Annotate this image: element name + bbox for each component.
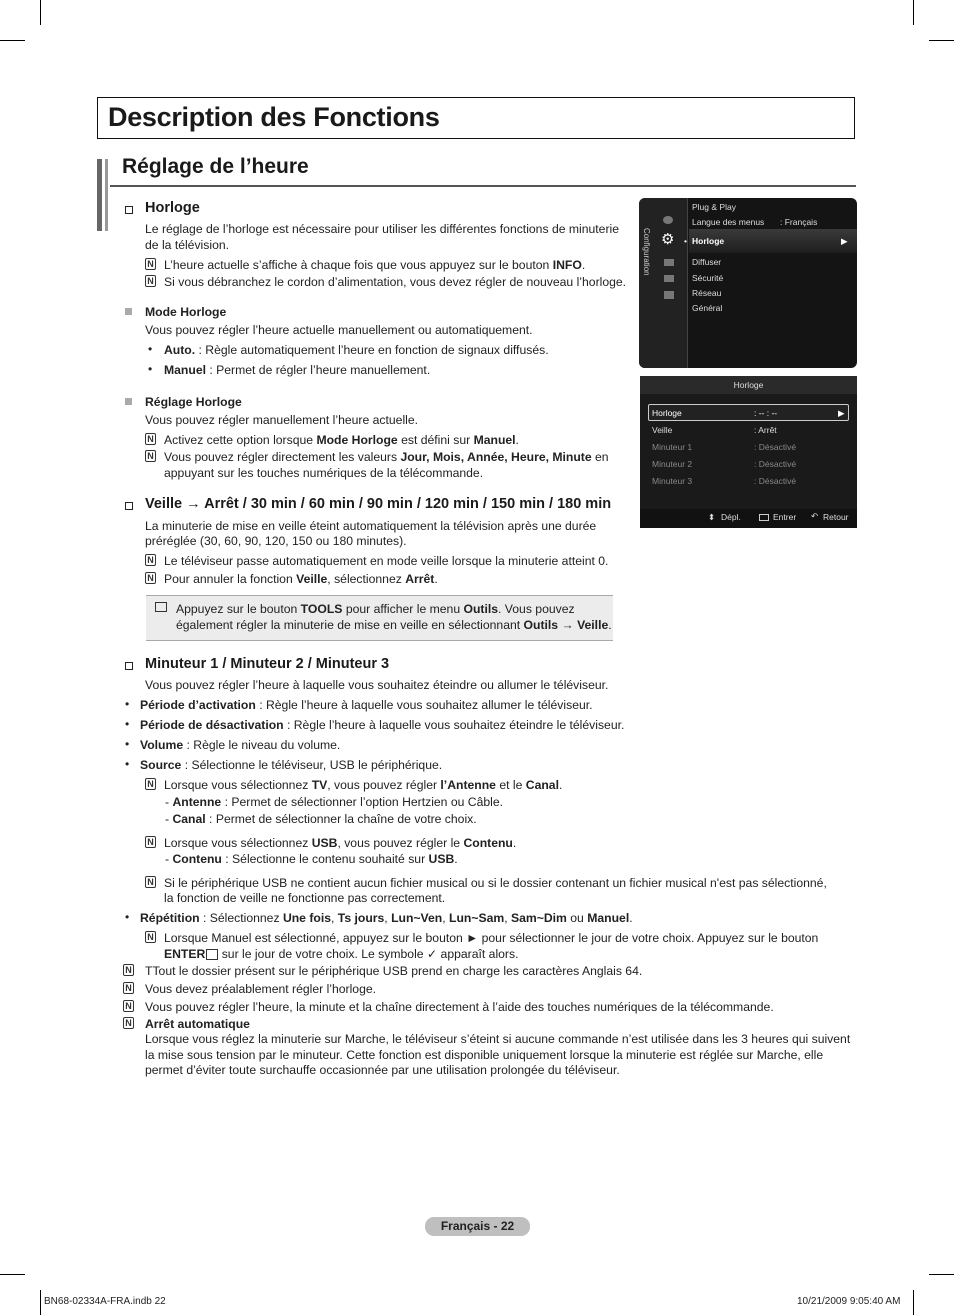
gray-square-bullet-icon	[125, 398, 132, 405]
bullet-icon: •	[148, 362, 153, 376]
mode-horloge-heading: Mode Horloge	[145, 305, 227, 319]
menu-item[interactable]: Général	[692, 303, 723, 313]
minuteur-heading: Minuteur 1 / Minuteur 2 / Minuteur 3	[145, 656, 390, 672]
submenu-row-value: : Désactivé	[754, 442, 797, 452]
menu-item[interactable]: Sécurité	[692, 273, 724, 283]
crop-mark	[40, 0, 41, 25]
minuteur-item: Volume : Règle le niveau du volume.	[140, 738, 341, 752]
veille-note: Pour annuler la fonction Veille, sélectionnez Arrêt.	[164, 572, 438, 586]
checkbox-bullet-icon	[125, 502, 133, 510]
arret-auto-paragraph: permet d’éviter toute surchauffe occasionnée par une utilisation prolongée du téléviseur.	[145, 1063, 620, 1077]
submenu-row-value: : Désactivé	[754, 459, 797, 469]
submenu-row-label[interactable]: Minuteur 1	[652, 442, 693, 452]
minuteur-note: Lorsque Manuel est sélectionné, appuyez sur le bouton ► pour sélectionner le jour de votre choix. Appuyez sur le bouton	[164, 931, 819, 945]
print-date: 10/21/2009 9:05:40 AM	[797, 1296, 901, 1307]
note-icon: N	[145, 876, 156, 888]
note-icon: N	[145, 433, 156, 445]
updown-icon: ⬍	[708, 512, 716, 522]
note-icon: N	[145, 450, 156, 462]
submenu-row-value: : Arrêt	[754, 425, 777, 435]
input-icon	[664, 275, 674, 282]
note-icon: N	[145, 836, 156, 848]
mode-horloge-paragraph: Vous pouvez régler l’heure actuelle manuellement ou automatiquement.	[145, 323, 533, 337]
note-icon: N	[145, 554, 156, 566]
arrow-right-icon: ▶	[838, 408, 845, 418]
general-note: Vous pouvez régler l’heure, la minute et la chaîne directement à l’aide des touches numériques de la télécommande.	[145, 1000, 774, 1014]
arrow-right-icon: ▶	[841, 236, 848, 246]
note-icon: N	[145, 275, 156, 287]
crop-mark	[913, 0, 914, 25]
crop-mark	[929, 1274, 954, 1275]
minuteur-note: Lorsque vous sélectionnez USB, vous pouvez régler le Contenu.	[164, 836, 517, 850]
arret-auto-heading: Arrêt automatique	[145, 1017, 250, 1031]
picture-icon	[663, 216, 673, 224]
veille-paragraph: préréglée (30, 60, 90, 120, 150 ou 180 minutes).	[145, 534, 407, 548]
mode-horloge-item: Manuel : Permet de régler l’heure manuellement.	[164, 363, 431, 377]
horloge-paragraph: de la télévision.	[145, 238, 230, 252]
horloge-paragraph: Le réglage de l’horloge est nécessaire pour utiliser les différentes fonctions de minuterie	[145, 222, 620, 236]
minuteur-subitem: - Canal : Permet de sélectionner la chaîne de votre choix.	[165, 812, 477, 826]
note-icon: N	[145, 778, 156, 790]
submenu-row-value: : Désactivé	[754, 476, 797, 486]
note-icon: N	[145, 572, 156, 584]
section-bar	[97, 159, 102, 231]
minuteur-note: ENTER sur le jour de votre choix. Le symbole ✓ apparaît alors.	[164, 947, 519, 961]
horloge-note: Si vous débranchez le cordon d’alimentation, vous devez régler de nouveau l’horloge.	[164, 275, 627, 289]
minuteur-note: Si le périphérique USB ne contient aucun fichier musical ou si le dossier contenant un fichier musical n'est pas sélectionné,	[164, 876, 827, 890]
bullet-icon: •	[125, 717, 130, 731]
submenu-row-label[interactable]: Veille	[652, 425, 673, 435]
note-icon: N	[123, 1017, 134, 1029]
minuteur-item: Source : Sélectionne le téléviseur, USB le périphérique.	[140, 758, 443, 772]
chapter-title: Description des Fonctions	[108, 102, 440, 132]
enter-icon	[206, 949, 218, 960]
crop-mark	[929, 40, 954, 41]
tv-menu-screenshot	[639, 198, 857, 368]
bullet-icon: •	[148, 342, 153, 356]
menu-item[interactable]: Diffuser	[692, 257, 722, 267]
general-note: TTout le dossier présent sur le périphérique USB prend en charge les caractères Anglais 64.	[145, 964, 643, 978]
submenu-title: Horloge	[733, 380, 764, 390]
reglage-horloge-heading: Réglage Horloge	[145, 395, 242, 409]
crop-mark	[0, 1274, 25, 1275]
menu-item[interactable]: Plug & Play	[692, 202, 736, 212]
channel-icon	[664, 259, 674, 266]
section-title: Réglage de l’heure	[122, 155, 309, 178]
menu-item-value: : Français	[780, 217, 818, 227]
note-icon: N	[145, 258, 156, 270]
submenu-row-label[interactable]: Minuteur 3	[652, 476, 693, 486]
minuteur-note: la fonction de veille ne fonctionne pas correctement.	[164, 891, 446, 905]
reglage-note: Activez cette option lorsque Mode Horloge est défini sur Manuel.	[164, 433, 519, 447]
file-name: BN68-02334A-FRA.indb 22	[44, 1296, 166, 1307]
chapter-title-box	[97, 97, 855, 139]
note-icon: N	[123, 1000, 134, 1012]
checkbox-bullet-icon	[125, 662, 133, 670]
minuteur-item: Période de désactivation : Règle l’heure à laquelle vous souhaitez éteindre le téléviseur.	[140, 718, 625, 732]
tools-tip: également régler la minuterie de mise en veille en sélectionnant Outils → Veille.	[176, 618, 612, 632]
menu-item[interactable]: Réseau	[692, 288, 722, 298]
support-icon	[664, 291, 674, 299]
reglage-note: appuyant sur les touches numériques de la télécommande.	[164, 466, 484, 480]
submenu-row-label[interactable]: Horloge	[652, 408, 682, 418]
gray-square-bullet-icon	[125, 308, 132, 315]
bullet-icon: •	[125, 737, 130, 751]
veille-heading: Veille → Arrêt / 30 min / 60 min / 90 min / 120 min / 150 min / 180 min	[145, 496, 612, 512]
check-icon: ✓	[426, 947, 438, 961]
nav-enter: Entrer	[773, 512, 797, 522]
enter-icon	[759, 514, 769, 521]
veille-note: Le téléviseur passe automatiquement en mode veille lorsque la minuterie atteint 0.	[164, 554, 609, 568]
nav-back: Retour	[823, 512, 849, 522]
minuteur-item: Répétition : Sélectionnez Une fois, Ts jours, Lun~Ven, Lun~Sam, Sam~Dim ou Manuel.	[140, 911, 633, 925]
minuteur-paragraph: Vous pouvez régler l’heure à laquelle vous souhaitez éteindre ou allumer le téléviseur.	[145, 678, 609, 692]
nav-move: Dépl.	[721, 512, 741, 522]
menu-item-selected[interactable]: Horloge	[692, 236, 725, 246]
section-bar	[105, 159, 108, 231]
reglage-horloge-paragraph: Vous pouvez régler manuellement l’heure actuelle.	[145, 413, 419, 427]
general-note: Vous devez préalablement régler l’horloge.	[145, 982, 377, 996]
checkbox-bullet-icon	[125, 206, 133, 214]
minuteur-item: Période d’activation : Règle l’heure à laquelle vous souhaitez allumer le téléviseur.	[140, 698, 593, 712]
mode-horloge-item: Auto. : Règle automatiquement l’heure en fonction de signaux diffusés.	[164, 343, 549, 357]
crop-mark	[40, 1290, 41, 1315]
bullet-icon: •	[125, 697, 130, 711]
bullet-icon: •	[125, 910, 130, 924]
settings-gear-icon: ⚙	[661, 231, 675, 248]
menu-divider	[687, 198, 688, 368]
note-icon: N	[145, 931, 156, 943]
crop-mark	[913, 1290, 914, 1315]
crop-mark	[0, 40, 25, 41]
note-icon: N	[123, 982, 134, 994]
menu-item[interactable]: Langue des menus	[692, 217, 765, 227]
tv-submenu-screenshot	[640, 376, 857, 528]
return-icon: ↶	[811, 511, 819, 521]
bullet-icon: •	[684, 236, 687, 246]
minuteur-note: Lorsque vous sélectionnez TV, vous pouvez régler l’Antenne et le Canal.	[164, 778, 563, 792]
reglage-note: Vous pouvez régler directement les valeurs Jour, Mois, Année, Heure, Minute en	[164, 450, 609, 464]
tools-tip: Appuyez sur le bouton TOOLS pour afficher le menu Outils. Vous pouvez	[176, 602, 575, 616]
minuteur-subitem: - Antenne : Permet de sélectionner l’option Hertzien ou Câble.	[165, 795, 504, 809]
menu-vertical-label: Configuration	[642, 228, 651, 276]
horloge-heading: Horloge	[145, 200, 200, 216]
minuteur-subitem: - Contenu : Sélectionne le contenu souhaité sur USB.	[165, 852, 458, 866]
bullet-icon: •	[125, 757, 130, 771]
menu-icon-column	[639, 198, 687, 368]
page-number-badge: Français - 22	[425, 1217, 530, 1236]
submenu-row-label[interactable]: Minuteur 2	[652, 459, 693, 469]
section-rule	[110, 185, 856, 187]
horloge-note: L’heure actuelle s’affiche à chaque fois que vous appuyez sur le bouton INFO.	[164, 258, 586, 272]
veille-paragraph: La minuterie de mise en veille éteint automatiquement la télévision après une durée	[145, 519, 597, 533]
submenu-row-value: : -- : --	[754, 408, 778, 418]
tools-icon	[155, 602, 167, 612]
arret-auto-paragraph: la mise sous tension par le minuteur. Cette fonction est disponible uniquement lorsque la minuterie est réglée sur Marche, elle	[145, 1048, 824, 1062]
note-icon: N	[123, 964, 134, 976]
arret-auto-paragraph: Lorsque vous réglez la minuterie sur Marche, le téléviseur s’éteint si aucune commande n’est utilisée dans les 3 heures qui suivent	[145, 1032, 851, 1046]
